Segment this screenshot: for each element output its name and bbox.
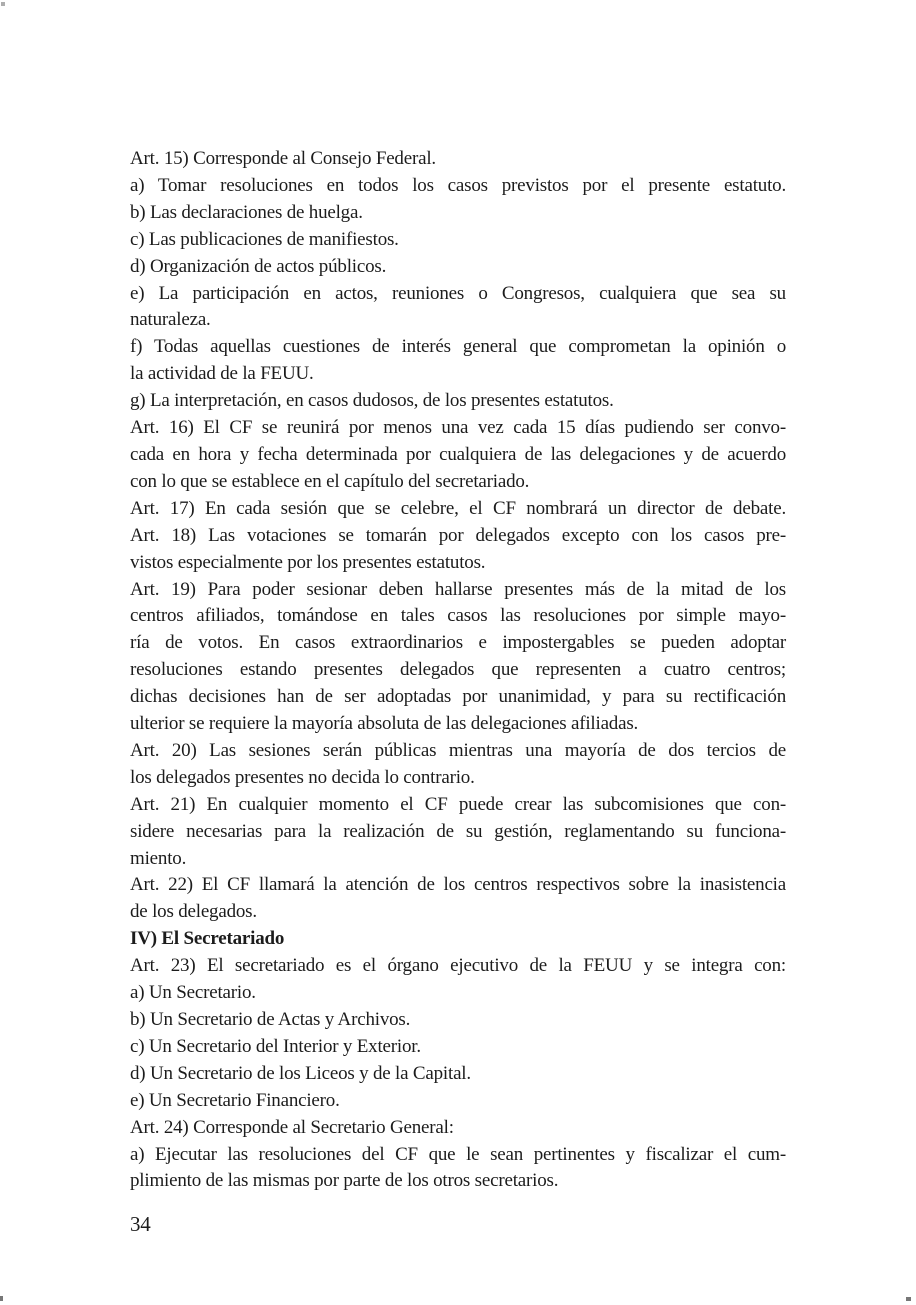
text-line: miento.	[130, 847, 187, 869]
text-line: d) Un Secretario de los Liceos y de la Capital.	[130, 1062, 471, 1084]
text-line: a) Un Secretario.	[130, 982, 256, 1004]
text-line: Art. 24) Corresponde al Secretario General:	[130, 1116, 454, 1138]
text-line: Art. 21) En cualquier momento el CF puede crear las subcomisiones que con-	[130, 793, 786, 815]
text-line: plimiento de las mismas por parte de los otros secretarios.	[130, 1170, 559, 1192]
text-line: Art. 23) El secretariado es el órgano ejecutivo de la FEUU y se integra con:	[130, 955, 786, 977]
page-number: 34	[130, 1212, 151, 1236]
text-line: a) Ejecutar las resoluciones del CF que le sean pertinentes y fiscalizar el cum-	[130, 1143, 786, 1165]
text-line: ría de votos. En casos extraordinarios e impostergables se pueden adoptar	[130, 632, 786, 654]
text-line: vistos especialmente por los presentes estatutos.	[130, 551, 486, 573]
text-line: f) Todas aquellas cuestiones de interés general que comprometan la opinión o	[130, 336, 786, 358]
text-line: g) La interpretación, en casos dudosos, de los presentes estatutos.	[130, 390, 614, 412]
text-line: la actividad de la FEUU.	[130, 363, 314, 385]
text-line: c) Un Secretario del Interior y Exterior.	[130, 1035, 421, 1057]
text-line: sidere necesarias para la realización de su gestión, reglamentando su funciona-	[130, 820, 786, 842]
text-line: Art. 19) Para poder sesionar deben hallarse presentes más de la mitad de los	[130, 578, 786, 600]
scan-artifact	[1, 2, 5, 6]
text-line: resoluciones estando presentes delegados que representen a cuatro centros;	[130, 659, 786, 681]
text-line: cada en hora y fecha determinada por cualquiera de las delegaciones y de acuerdo	[130, 443, 786, 465]
text-line: e) Un Secretario Financiero.	[130, 1089, 340, 1111]
text-line: d) Organización de actos públicos.	[130, 255, 387, 277]
statute-body-text	[130, 146, 786, 1195]
text-line: b) Las declaraciones de huelga.	[130, 201, 363, 223]
text-line: con lo que se establece en el capítulo del secretariado.	[130, 470, 530, 492]
text-line: centros afiliados, tomándose en tales casos las resoluciones por simple mayo-	[130, 605, 786, 627]
text-line: a) Tomar resoluciones en todos los casos previstos por el presente estatuto.	[130, 174, 786, 196]
scan-artifact	[906, 1297, 911, 1301]
text-line: los delegados presentes no decida lo contrario.	[130, 766, 475, 788]
text-line: Art. 15) Corresponde al Consejo Federal.	[130, 148, 436, 169]
text-line: Art. 22) El CF llamará la atención de los centros respectivos sobre la inasistencia	[130, 874, 786, 896]
text-line: Art. 18) Las votaciones se tomarán por delegados excepto con los casos pre-	[130, 524, 786, 546]
text-line: ulterior se requiere la mayoría absoluta de las delegaciones afiliadas.	[130, 713, 639, 735]
text-line: b) Un Secretario de Actas y Archivos.	[130, 1009, 411, 1030]
scan-artifact	[0, 1296, 3, 1301]
text-line: naturaleza.	[130, 309, 211, 331]
section-heading: IV) El Secretariado	[130, 928, 285, 950]
text-line: c) Las publicaciones de manifiestos.	[130, 228, 399, 250]
text-line: dichas decisiones han de ser adoptadas por unanimidad, y para su rectificación	[130, 686, 786, 708]
text-line: de los delegados.	[130, 901, 257, 923]
text-line: Art. 16) El CF se reunirá por menos una vez cada 15 días pudiendo ser convo-	[130, 417, 786, 439]
text-line: Art. 17) En cada sesión que se celebre, el CF nombrará un director de debate.	[130, 497, 786, 519]
text-line: Art. 20) Las sesiones serán públicas mientras una mayoría de dos tercios de	[130, 739, 786, 761]
text-line: e) La participación en actos, reuniones o Congresos, cualquiera que sea su	[130, 282, 786, 304]
